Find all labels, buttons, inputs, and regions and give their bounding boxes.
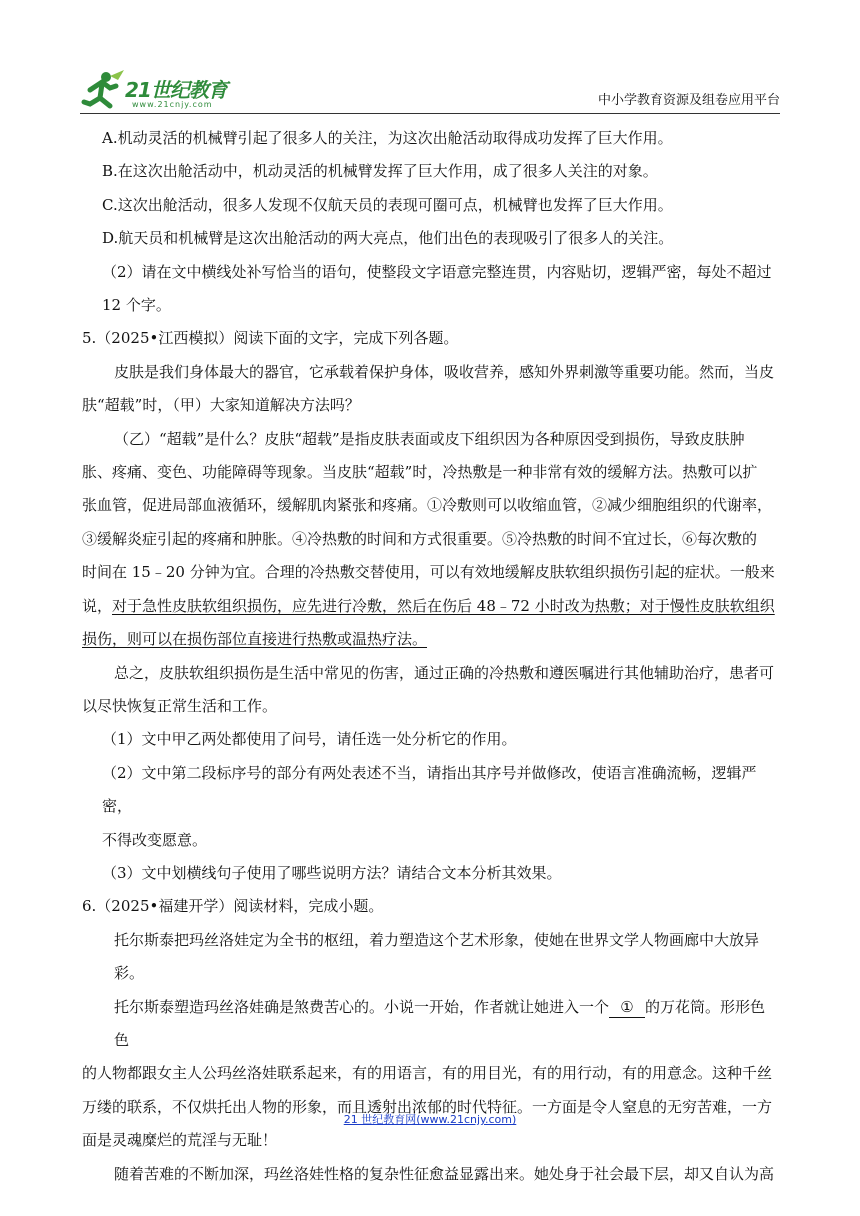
option-c: C.这次出舱活动，很多人发现不仅航天员的表现可圈可点，机械臂也发挥了巨大作用。 — [102, 195, 673, 214]
q5-para2-line2: 胀、疼痛、变色、功能障碍等现象。当皮肤“超载”时，冷热敷是一种非常有效的缓解方法。热敷可以扩 — [82, 463, 758, 482]
q5-para1-line1: 皮肤是我们身体最大的器官，它承载着保护身体，吸收营养，感知外界刺激等重要功能。然而，当皮 — [114, 362, 775, 381]
q5-para3-line1: 总之，皮肤软组织损伤是生活中常见的伤害，通过正确的冷热敷和遵医嘱进行其他辅助治疗，患者可 — [114, 663, 775, 682]
fill-blank-1: ① — [609, 997, 645, 1018]
q6-para2-line1 — [82, 991, 780, 1058]
q6-para3-line1: 随着苦难的不断加深，玛丝洛娃性格的复杂性征愈益显露出来。她处身于社会最下层，却又自认为高 — [114, 1164, 775, 1183]
q6-para2-prefix: 托尔斯泰塑造玛丝洛娃确是煞费苦心的。小说一开始，作者就让她进入一个 — [114, 997, 610, 1016]
q6-para2-line3: 万缕的联系，不仅烘托出人物的形象，而且透射出浓郁的时代特征。一方面是令人窒息的无穷苦难，一方 — [82, 1097, 773, 1116]
q5-para2-line5: 时间在 15﹣20 分钟为宜。合理的冷热敷交替使用，可以有效地缓解皮肤软组织损伤引起的症状。一般来 — [82, 563, 775, 582]
question-5-1: （1）文中甲乙两处都使用了问号，请任选一处分析它的作用。 — [102, 730, 517, 749]
logo-subtext: www.21cnjy.com — [132, 100, 213, 109]
question-5-3: （3）文中划横线句子使用了哪些说明方法？请结合文本分析其效果。 — [102, 863, 562, 882]
question-4-2-line1: （2）请在文中横线处补写恰当的语句，使整段文字语意完整连贯，内容贴切，逻辑严密，每处不超过 — [102, 262, 772, 281]
q5-para3-line2: 以尽快恢复正常生活和工作。 — [82, 696, 278, 715]
q6-para1: 托尔斯泰把玛丝洛娃定为全书的枢纽，着力塑造这个艺术形象，使她在世界文学人物画廊中大放异彩。 — [114, 930, 760, 983]
question-4-2-line2: 12 个字。 — [102, 296, 171, 315]
logo-text: 21世纪教育 — [125, 78, 227, 102]
q5-para2-line6-prefix: 说， — [82, 596, 113, 615]
option-a: A.机动灵活的机械臂引起了很多人的关注，为这次出舱活动取得成功发挥了巨大作用。 — [102, 129, 673, 147]
q5-para2-line3: 张血管，促进局部血液循环，缓解肌肉紧张和疼痛。①冷敷则可以收缩血管，②减少细胞组织的代谢率， — [82, 496, 773, 515]
q5-para1-line2: 肤“超载”时，（甲）大家知道解决方法吗？ — [82, 396, 360, 415]
runner-logo-icon — [80, 68, 126, 114]
underlined-sentence-part1: 对于急性皮肤软组织损伤，应先进行冷敷，然后在伤后 48﹣72 小时改为热敷；对于慢性皮肤软组织 — [112, 596, 775, 615]
document-body — [82, 122, 780, 1191]
question-5-2-line2: 不得改变愿意。 — [102, 830, 208, 849]
q5-para2-line6 — [82, 590, 780, 623]
question-5-2-line1: （2）文中第二段标序号的部分有两处表述不当，请指出其序号并做修改，使语言准确流畅，逻辑严密， — [102, 763, 757, 816]
option-b: B.在这次出舱活动中，机动灵活的机械臂发挥了巨大作用，成了很多人关注的对象。 — [102, 162, 658, 181]
page-footer — [0, 1111, 860, 1127]
question-5-title: 5.（2025•江西模拟）阅读下面的文字，完成下列各题。 — [82, 329, 459, 348]
q5-para2-line1: （乙）“超载”是什么？皮肤“超载”是指皮肤表面或皮下组织因为各种原因受到损伤，导致皮肤肿 — [114, 429, 745, 448]
platform-name: 中小学教育资源及组卷应用平台 — [597, 93, 780, 108]
q5-para2-line4: ③缓解炎症引起的疼痛和肿胀。④冷热敷的时间和方式很重要。⑤冷热敷的时间不宜过长，⑥每次敷的 — [82, 529, 758, 548]
page-header — [80, 68, 780, 114]
q6-para2-line4: 面是灵魂糜烂的荒淫与无耻！ — [82, 1131, 278, 1150]
q6-para2-suffix: 的万花筒。形形色色 — [114, 997, 766, 1049]
option-d: D.航天员和机械臂是这次出舱活动的两大亮点，他们出色的表现吸引了很多人的关注。 — [102, 229, 674, 248]
q6-para2-line2: 的人物都跟女主人公玛丝洛娃联系起来，有的用语言，有的用目光，有的用行动，有的用意念。这种千丝 — [82, 1064, 773, 1083]
underlined-sentence-part2: 损伤，则可以在损伤部位直接进行热敷或温热疗法。 — [82, 630, 428, 649]
question-6-title: 6.（2025•福建开学）阅读材料，完成小题。 — [82, 897, 384, 916]
logo — [80, 68, 260, 114]
footer-link[interactable]: 21 世纪教育网(www.21cnjy.com) — [343, 1113, 517, 1126]
header-divider — [80, 113, 780, 114]
q5-para2-line7 — [82, 623, 780, 656]
